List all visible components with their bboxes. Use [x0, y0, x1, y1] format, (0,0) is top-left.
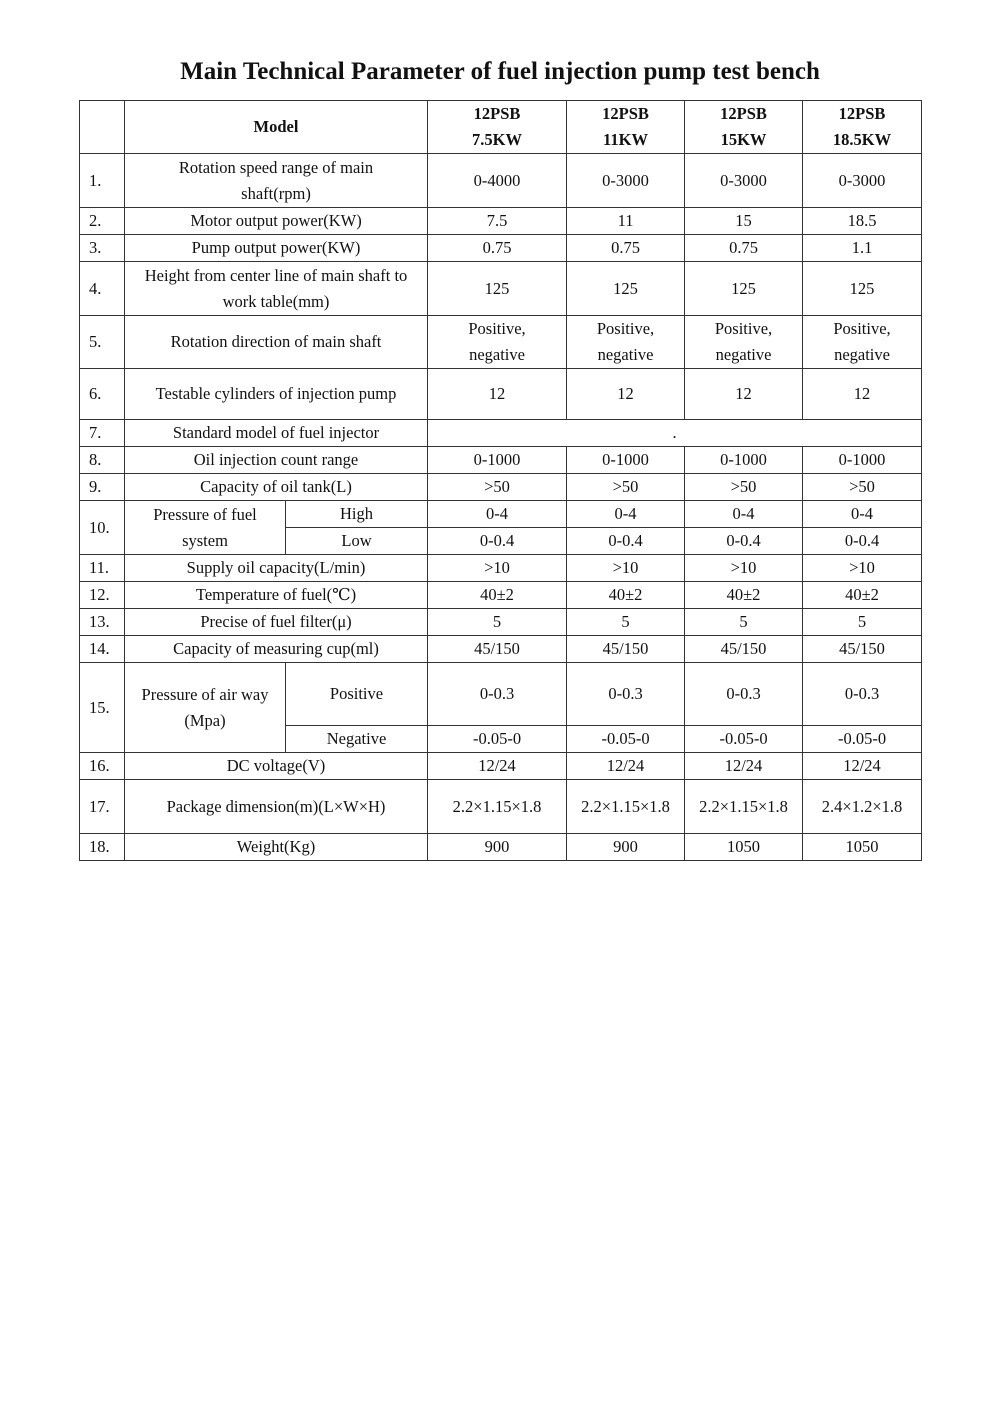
value-cell: 45/150: [685, 636, 803, 663]
parameter-name: Testable cylinders of injection pump: [125, 369, 428, 420]
value-cell: -0.05-0: [803, 726, 922, 753]
value-cell: 1050: [803, 834, 922, 861]
parameter-name: Motor output power(KW): [125, 208, 428, 235]
value-cell: 40±2: [685, 582, 803, 609]
value-cell: 0-4: [685, 501, 803, 528]
value-cell: 0-0.3: [428, 663, 567, 726]
value-cell: 18.5: [803, 208, 922, 235]
sub-parameter-negative: Negative: [286, 726, 428, 753]
parameter-name: Weight(Kg): [125, 834, 428, 861]
value-cell: 0-1000: [567, 447, 685, 474]
value-cell: 12: [428, 369, 567, 420]
value-cell: 45/150: [803, 636, 922, 663]
header-row: [80, 101, 922, 154]
table-row: [80, 262, 922, 316]
value-cell: 5: [803, 609, 922, 636]
value-cell: 12/24: [428, 753, 567, 780]
table-row: [80, 369, 922, 420]
value-cell: >10: [567, 555, 685, 582]
value-cell: -0.05-0: [567, 726, 685, 753]
table-row: [80, 420, 922, 447]
value-cell: 1050: [685, 834, 803, 861]
parameter-name: Capacity of measuring cup(ml): [125, 636, 428, 663]
page-title: Main Technical Parameter of fuel injection pump test bench: [180, 58, 820, 85]
value-cell: 11: [567, 208, 685, 235]
value-cell: 40±2: [803, 582, 922, 609]
value-cell: 0-0.4: [685, 528, 803, 555]
value-cell: Positive, negative: [567, 316, 685, 369]
row-number: 15.: [80, 663, 125, 753]
value-cell: 0-0.3: [685, 663, 803, 726]
table-row: [80, 753, 922, 780]
value-cell: 2.4×1.2×1.8: [803, 780, 922, 834]
table-row: [80, 663, 922, 726]
row-number: 4.: [80, 262, 125, 316]
model-header-2: 12PSB 11KW: [567, 101, 685, 154]
value-cell: 0-1000: [428, 447, 567, 474]
parameter-name: Pressure of fuel system: [125, 501, 286, 555]
model-header-1: 12PSB 7.5KW: [428, 101, 567, 154]
parameter-name: Pump output power(KW): [125, 235, 428, 262]
value-cell: 0-3000: [803, 154, 922, 208]
value-cell: >50: [685, 474, 803, 501]
row-number: 17.: [80, 780, 125, 834]
value-cell: 5: [428, 609, 567, 636]
row-number: 16.: [80, 753, 125, 780]
header-num-cell: [80, 101, 125, 154]
value-cell: 12/24: [567, 753, 685, 780]
value-cell: 5: [685, 609, 803, 636]
model-label: Model: [125, 101, 428, 154]
parameter-name: Temperature of fuel(℃): [125, 582, 428, 609]
value-cell: 12: [803, 369, 922, 420]
value-cell: Positive, negative: [428, 316, 567, 369]
value-cell: 12/24: [685, 753, 803, 780]
value-cell: .: [428, 420, 922, 447]
row-number: 6.: [80, 369, 125, 420]
sub-parameter-low: Low: [286, 528, 428, 555]
value-cell: 0-1000: [685, 447, 803, 474]
table-row: [80, 636, 922, 663]
value-cell: 0-4: [567, 501, 685, 528]
table-row: [80, 555, 922, 582]
row-number: 13.: [80, 609, 125, 636]
value-cell: 12/24: [803, 753, 922, 780]
row-number: 11.: [80, 555, 125, 582]
row-number: 12.: [80, 582, 125, 609]
value-cell: >10: [685, 555, 803, 582]
value-cell: Positive, negative: [685, 316, 803, 369]
row-number: 7.: [80, 420, 125, 447]
parameter-name: Rotation direction of main shaft: [125, 316, 428, 369]
table-row: [80, 582, 922, 609]
value-cell: 0-0.3: [803, 663, 922, 726]
value-cell: >50: [803, 474, 922, 501]
spec-table: [79, 100, 922, 861]
value-cell: 0.75: [428, 235, 567, 262]
table-row: [80, 154, 922, 208]
value-cell: 40±2: [567, 582, 685, 609]
value-cell: 45/150: [428, 636, 567, 663]
value-cell: >10: [428, 555, 567, 582]
value-cell: 125: [428, 262, 567, 316]
value-cell: 0-0.4: [803, 528, 922, 555]
value-cell: 0.75: [567, 235, 685, 262]
value-cell: 7.5: [428, 208, 567, 235]
row-number: 2.: [80, 208, 125, 235]
row-number: 10.: [80, 501, 125, 555]
value-cell: 0-3000: [685, 154, 803, 208]
value-cell: 2.2×1.15×1.8: [567, 780, 685, 834]
value-cell: 0-4: [428, 501, 567, 528]
table-row: [80, 235, 922, 262]
value-cell: 1.1: [803, 235, 922, 262]
value-cell: 15: [685, 208, 803, 235]
value-cell: -0.05-0: [685, 726, 803, 753]
value-cell: 0-0.4: [567, 528, 685, 555]
sub-parameter-positive: Positive: [286, 663, 428, 726]
value-cell: 0-3000: [567, 154, 685, 208]
table-row: [80, 834, 922, 861]
row-number: 1.: [80, 154, 125, 208]
table-row: [80, 447, 922, 474]
value-cell: 0.75: [685, 235, 803, 262]
value-cell: 125: [685, 262, 803, 316]
row-number: 5.: [80, 316, 125, 369]
parameter-name: Height from center line of main shaft to work table(mm): [125, 262, 428, 316]
value-cell: 900: [428, 834, 567, 861]
value-cell: 5: [567, 609, 685, 636]
model-header-4: 12PSB 18.5KW: [803, 101, 922, 154]
value-cell: 40±2: [428, 582, 567, 609]
value-cell: 0-4000: [428, 154, 567, 208]
row-number: 8.: [80, 447, 125, 474]
table-row: [80, 501, 922, 528]
parameter-name: DC voltage(V): [125, 753, 428, 780]
value-cell: 0-0.3: [567, 663, 685, 726]
value-cell: 900: [567, 834, 685, 861]
value-cell: 2.2×1.15×1.8: [685, 780, 803, 834]
parameter-name: Rotation speed range of main shaft(rpm): [125, 154, 428, 208]
table-row: [80, 474, 922, 501]
parameter-name: Precise of fuel filter(μ): [125, 609, 428, 636]
value-cell: 2.2×1.15×1.8: [428, 780, 567, 834]
value-cell: 45/150: [567, 636, 685, 663]
table-row: [80, 208, 922, 235]
value-cell: 125: [567, 262, 685, 316]
value-cell: 0-0.4: [428, 528, 567, 555]
value-cell: 12: [567, 369, 685, 420]
parameter-name: Capacity of oil tank(L): [125, 474, 428, 501]
table-row: [80, 780, 922, 834]
value-cell: >50: [567, 474, 685, 501]
model-header-3: 12PSB 15KW: [685, 101, 803, 154]
value-cell: Positive, negative: [803, 316, 922, 369]
parameter-name: Pressure of air way (Mpa): [125, 663, 286, 753]
value-cell: 125: [803, 262, 922, 316]
parameter-name: Oil injection count range: [125, 447, 428, 474]
value-cell: >50: [428, 474, 567, 501]
row-number: 3.: [80, 235, 125, 262]
table-row: [80, 609, 922, 636]
row-number: 9.: [80, 474, 125, 501]
parameter-name: Package dimension(m)(L×W×H): [125, 780, 428, 834]
row-number: 18.: [80, 834, 125, 861]
value-cell: -0.05-0: [428, 726, 567, 753]
value-cell: 0-4: [803, 501, 922, 528]
value-cell: 12: [685, 369, 803, 420]
table-row: [80, 316, 922, 369]
value-cell: 0-1000: [803, 447, 922, 474]
parameter-name: Standard model of fuel injector: [125, 420, 428, 447]
sub-parameter-high: High: [286, 501, 428, 528]
parameter-name: Supply oil capacity(L/min): [125, 555, 428, 582]
row-number: 14.: [80, 636, 125, 663]
value-cell: >10: [803, 555, 922, 582]
